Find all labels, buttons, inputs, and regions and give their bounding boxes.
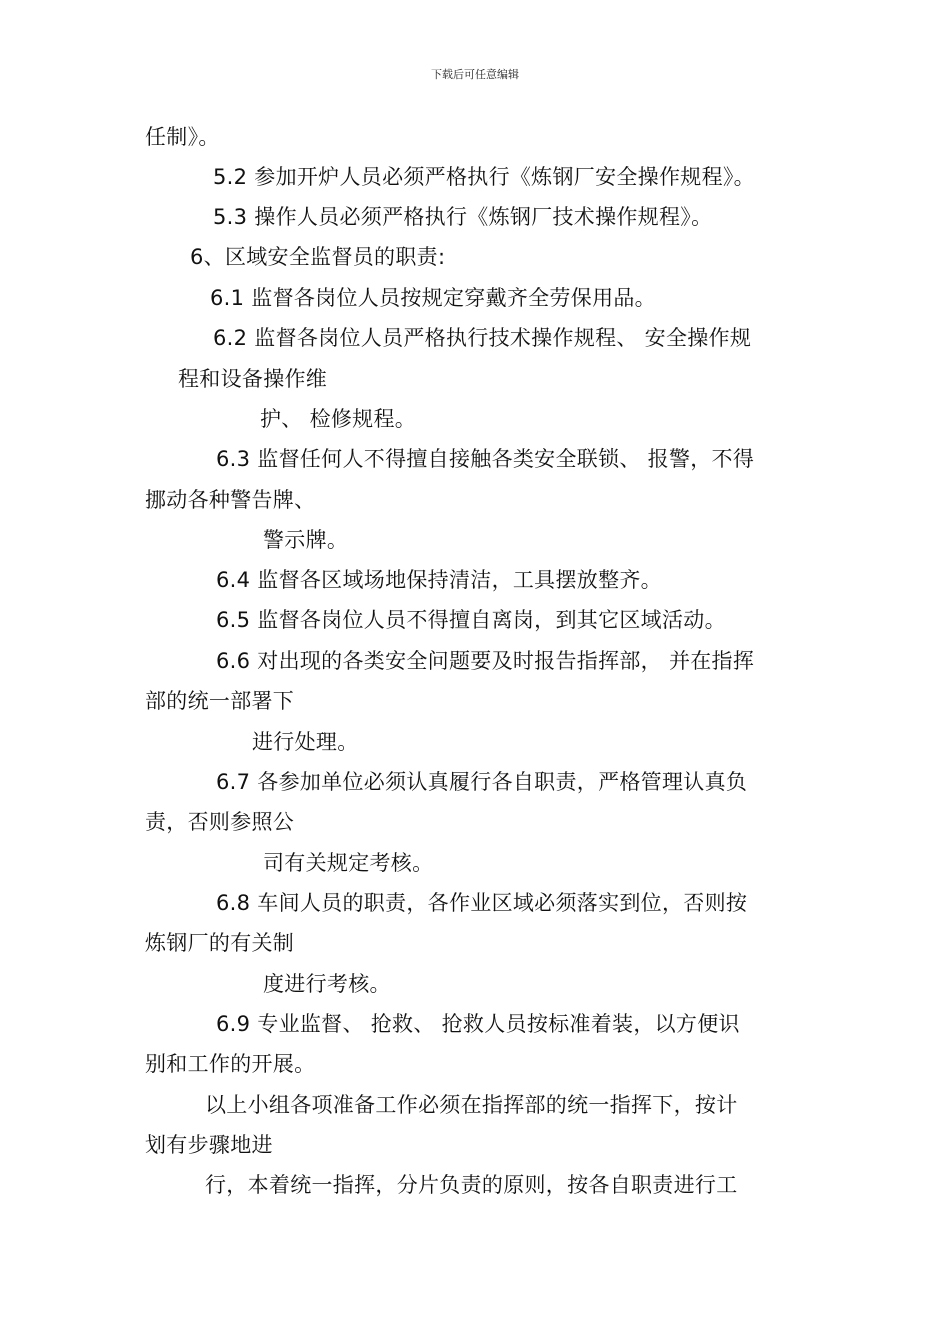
text-line: 警示牌。 (263, 528, 349, 552)
text-line: 别和工作的开展。 (145, 1052, 316, 1076)
text-line: 6.1 监督各岗位人员按规定穿戴齐全劳保用品。 (210, 286, 656, 310)
text-line: 责，否则参照公 (145, 810, 295, 834)
text-line: 行，本着统一指挥，分片负责的原则，按各自职责进行工 (205, 1173, 738, 1197)
text-line: 划有步骤地进 (145, 1133, 273, 1157)
text-line: 部的统一部署下 (145, 689, 295, 713)
text-line: 炼钢厂的有关制 (145, 931, 295, 955)
text-line: 6.2 监督各岗位人员严格执行技术操作规程、 安全操作规 (213, 326, 752, 350)
text-line: 进行处理。 (252, 730, 359, 754)
text-line: 5.2 参加开炉人员必须严格执行《炼钢厂安全操作规程》。 (213, 165, 755, 189)
text-line: 6.7 各参加单位必须认真履行各自职责，严格管理认真负 (216, 770, 748, 794)
text-line: 6.4 监督各区域场地保持清洁，工具摆放整齐。 (216, 568, 662, 592)
text-line: 6.9 专业监督、 抢救、 抢救人员按标准着装，以方便识 (216, 1012, 740, 1036)
text-line: 5.3 操作人员必须严格执行《炼钢厂技术操作规程》。 (213, 205, 713, 229)
text-line: 度进行考核。 (263, 972, 391, 996)
section-heading: 6、区域安全监督员的职责: (190, 245, 446, 269)
text-line: 挪动各种警告牌、 (145, 488, 316, 512)
page-header: 下载后可任意编辑 (431, 68, 519, 81)
text-line: 程和设备操作维 (178, 367, 328, 391)
text-line: 6.3 监督任何人不得擅自接触各类安全联锁、 报警，不得 (216, 447, 755, 471)
text-line: 任制》。 (145, 125, 220, 149)
text-line: 司有关规定考核。 (263, 851, 434, 875)
text-line: 以上小组各项准备工作必须在指挥部的统一指挥下，按计 (205, 1093, 738, 1117)
text-line: 护、 检修规程。 (260, 407, 417, 431)
text-line: 6.8 车间人员的职责，各作业区域必须落实到位，否则按 (216, 891, 748, 915)
text-line: 6.5 监督各岗位人员不得擅自离岗，到其它区域活动。 (216, 608, 726, 632)
text-line: 6.6 对出现的各类安全问题要及时报告指挥部， 并在指挥 (216, 649, 755, 673)
